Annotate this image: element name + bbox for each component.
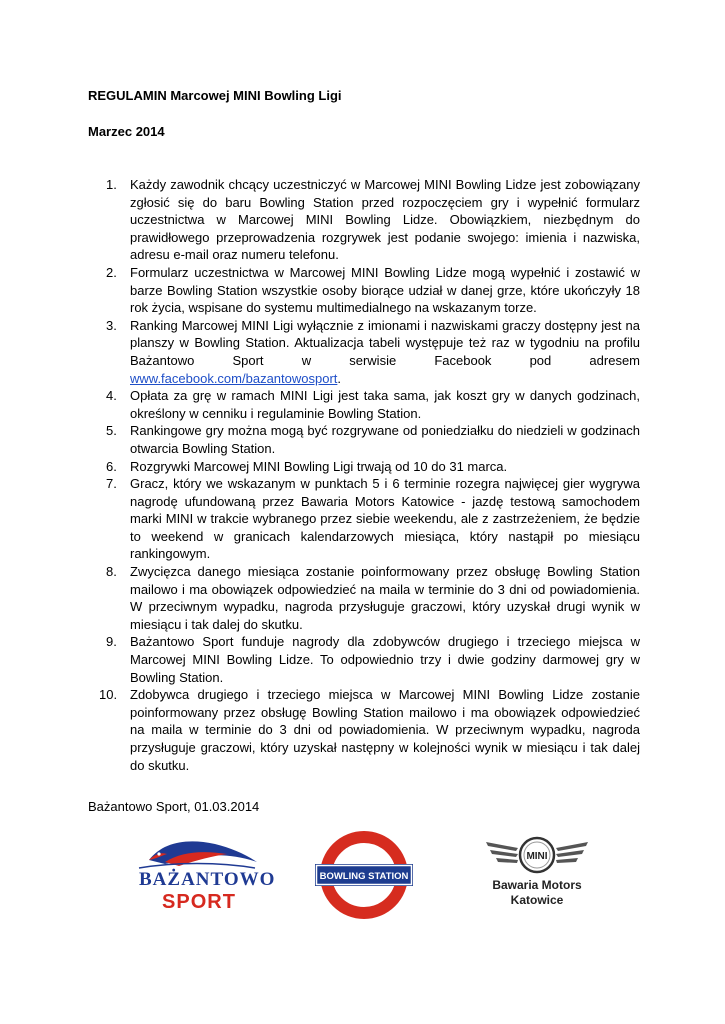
bazantowo-logo-line2: SPORT (162, 891, 236, 913)
rule-item (88, 264, 640, 317)
bawaria-logo-line2: Katowice (510, 893, 564, 907)
rule-item (88, 563, 640, 633)
mini-badge-label: MINI (526, 851, 548, 862)
rule-item (88, 317, 640, 387)
rule-text: Bażantowo Sport funduje nagrody dla zdobywców drugiego i trzeciego miejsca w Marcowej MINI Bowling Lidze. To odpowiednio trzy i dwie godziny darmowej gry w Bowling Station. (130, 634, 640, 685)
facebook-link[interactable]: www.facebook.com/bazantowosport (130, 370, 338, 386)
rule-text: Gracz, który we wskazanym w punktach 5 i 6 terminie rozegra najwięcej gier wygrywa nagrodę ufundowaną przez Bawaria Motors Katowice - jazdę testową samochodem marki MINI w trakcie wybranego przez siebie weekendu, ale z zastrzeżeniem, że będzie to weekend w granicach kalendarzowych miesiąca, który nastąpił po miesiącu rankingowym. (130, 476, 640, 562)
signature: Bażantowo Sport, 01.03.2014 (88, 799, 260, 814)
rule-number: 10. (99, 687, 118, 703)
rule-text: Rankingowe gry można mogą być rozgrywane od poniedziałku do niedzieli w godzinach otwarcia Bowling Station. (130, 423, 640, 456)
document-date: Marzec 2014 (88, 124, 165, 139)
rules-list (88, 176, 640, 774)
rule-number: 3. (106, 317, 117, 333)
rule-item (88, 176, 640, 264)
rule-text-suffix: . (337, 370, 342, 386)
rule-item (88, 387, 640, 422)
rule-text: Zdobywca drugiego i trzeciego miejsca w Marcowej MINI Bowling Lidze zostanie poinformowany przez obsługę Bowling Station mailowo i ma obowiązek odpowiedzieć na maila w terminie do 3 dni od powiadomienia. W przeciwnym wypadku, nagroda przysługuje graczowi, który uzyskał następny w kolejności wynik w miesiącu i tak dalej do skutku. (130, 687, 640, 773)
rule-item (88, 422, 640, 457)
bowling-station-label: BOWLING STATION (319, 871, 409, 882)
rule-number: 2. (106, 264, 117, 280)
rule-text: Rozgrywki Marcowej MINI Bowling Ligi trwają od 10 do 31 marca. (130, 458, 508, 474)
rule-number: 8. (106, 564, 117, 580)
bawaria-logo-line1: Bawaria Motors (492, 878, 582, 892)
rule-text: Zwycięzca danego miesiąca zostanie poinformowany przez obsługę Bowling Station mailowo i ma obowiązek odpowiedzieć na maila w terminie do 3 dni od powiadomienia. W przeciwnym wypadku, nagroda przysługuje graczowi, który uzyskał drugi wynik w miesiącu i tak dalej do skutku. (130, 564, 640, 632)
rule-item (88, 458, 640, 476)
rule-number: 4. (106, 388, 117, 404)
rule-number: 7. (106, 476, 117, 492)
rule-number: 6. (106, 458, 117, 474)
rule-item (88, 633, 640, 686)
rule-number: 9. (106, 634, 117, 650)
mini-wings-icon (478, 836, 596, 876)
bawaria-motors-logo (478, 836, 596, 916)
rule-text: Formularz uczestnictwa w Marcowej MINI Bowling Lidze mogą wypełnić i zostawić w barze Bowling Station wszystkie osoby biorące udział w danej grze, które ukończyły 18 rok życia, wspisane do systemu multimedialnego na wskazanym torze. (130, 264, 640, 316)
bazantowo-logo-line1: BAŻANTOWO (139, 869, 276, 890)
rule-number: 5. (106, 423, 117, 439)
rule-item (88, 686, 640, 774)
bazantowo-sport-logo (135, 832, 276, 922)
document-title: REGULAMIN Marcowej MINI Bowling Ligi (88, 88, 342, 103)
pheasant-icon (135, 832, 260, 872)
rule-text: Opłata za grę w ramach MINI Ligi jest taka sama, jak koszt gry w danych godzinach, określony w cenniku i regulaminie Bowling Station. (130, 388, 640, 421)
rule-text: Każdy zawodnik chcący uczestniczyć w Marcowej MINI Bowling Lidze jest zobowiązany zgłosić się do baru Bowling Station przed rozpoczęciem gry i wypełnić formularz uczestnictwa w Marcowej MINI Bowling Lidze. Obowiązkiem, niezbędnym do prawidłowego przeprowadzenia rozgrywek jest podanie swojego: imienia i nazwiska, adresu e-mail oraz numeru telefonu. (130, 177, 640, 263)
rule-text: Ranking Marcowej MINI Ligi wyłącznie z imionami i nazwiskami graczy dostępny jest na planszy w Bowling Station. Aktualizacja tabeli występuje też raz w tygodniu na profilu Bażantowo Sport w serwisie Facebook pod adresem (130, 317, 640, 368)
bowling-station-logo (312, 830, 416, 920)
roundel-icon (312, 830, 416, 920)
rule-item (88, 475, 640, 563)
rule-number: 1. (106, 177, 117, 192)
